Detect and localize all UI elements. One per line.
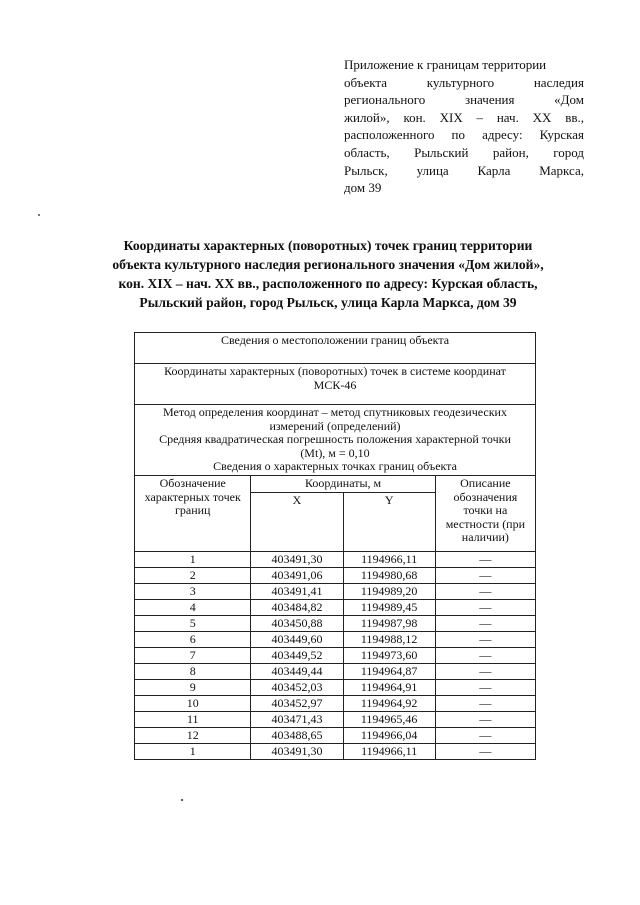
cell-n: 11 (135, 711, 251, 727)
scan-speck (181, 799, 183, 801)
cell-desc: — (435, 727, 535, 743)
annex-line: регионального значения «Дом (344, 92, 584, 108)
cell-x: 403452,03 (251, 679, 343, 695)
cell-y: 1194964,87 (343, 663, 435, 679)
cell-x: 403449,52 (251, 647, 343, 663)
cell-desc: — (435, 631, 535, 647)
cell-x: 403449,44 (251, 663, 343, 679)
cell-y: 1194964,91 (343, 679, 435, 695)
cell-n: 9 (135, 679, 251, 695)
cell-desc: — (435, 679, 535, 695)
annex-line: дом 39 (344, 180, 382, 196)
section-coordinate-system: Координаты характерных (поворотных) точек в системе координат МСК-46 (135, 364, 536, 405)
annex-line: объекта культурного наследия (344, 74, 584, 90)
cell-y: 1194965,46 (343, 711, 435, 727)
cell-n: 8 (135, 663, 251, 679)
cell-desc: — (435, 615, 535, 631)
table-row (135, 711, 536, 727)
cell-n: 7 (135, 647, 251, 663)
cell-y: 1194987,98 (343, 615, 435, 631)
title-line: Координаты характерных (поворотных) точек границ территории (123, 238, 533, 253)
annex-note (344, 56, 584, 197)
cell-x: 403471,43 (251, 711, 343, 727)
cell-desc: — (435, 695, 535, 711)
cell-y: 1194966,04 (343, 727, 435, 743)
cell-x: 403449,60 (251, 631, 343, 647)
section-method (135, 405, 536, 476)
cell-n: 2 (135, 567, 251, 583)
title-line: Рыльский район, город Рыльск, улица Карла Маркса, дом 39 (139, 295, 517, 310)
document-title (98, 236, 558, 312)
cell-x: 403491,30 (251, 743, 343, 759)
table-row (135, 631, 536, 647)
table-row (135, 583, 536, 599)
cell-x: 403484,82 (251, 599, 343, 615)
cell-desc: — (435, 647, 535, 663)
col-header-y: Y (343, 492, 435, 551)
cell-y: 1194988,12 (343, 631, 435, 647)
annex-line: расположенного по адресу: Курская (344, 127, 584, 143)
table-row (135, 743, 536, 759)
cell-y: 1194989,45 (343, 599, 435, 615)
cell-x: 403491,30 (251, 551, 343, 567)
cell-x: 403488,65 (251, 727, 343, 743)
table-row (135, 647, 536, 663)
section-location-info: Сведения о местоположении границ объекта (135, 333, 536, 364)
annex-line: жилой», кон. XIX – нач. XX вв., (344, 109, 584, 125)
cell-n: 1 (135, 743, 251, 759)
title-line: кон. XIX – нач. XX вв., расположенного по адресу: Курская область, (118, 276, 538, 291)
cell-y: 1194966,11 (343, 551, 435, 567)
cell-y: 1194980,68 (343, 567, 435, 583)
col-header-point: Обозначение характерных точек границ (135, 475, 251, 551)
cell-n: 6 (135, 631, 251, 647)
table-row (135, 663, 536, 679)
table-row (135, 551, 536, 567)
col-header-x: X (251, 492, 343, 551)
coordinates-table (134, 332, 536, 760)
method-text: Метод определения координат – метод спутниковых геодезических измерений (определений) (163, 405, 507, 433)
table-row (135, 567, 536, 583)
cell-desc: — (435, 663, 535, 679)
annex-line: Приложение к границам территории (344, 57, 547, 72)
cell-y: 1194973,60 (343, 647, 435, 663)
cell-n: 12 (135, 727, 251, 743)
cell-n: 1 (135, 551, 251, 567)
cell-n: 4 (135, 599, 251, 615)
points-header: Сведения о характерных точках границ объекта (213, 459, 457, 474)
cell-n: 10 (135, 695, 251, 711)
table-row (135, 695, 536, 711)
cell-desc: — (435, 583, 535, 599)
table-row (135, 679, 536, 695)
annex-line: Рыльск, улица Карла Маркса, (344, 162, 584, 178)
cell-desc: — (435, 711, 535, 727)
cell-desc: — (435, 599, 535, 615)
cell-x: 403450,88 (251, 615, 343, 631)
cell-desc: — (435, 567, 535, 583)
table-row (135, 599, 536, 615)
scan-speck (38, 214, 40, 216)
cell-x: 403491,41 (251, 583, 343, 599)
cell-x: 403491,06 (251, 567, 343, 583)
cell-n: 5 (135, 615, 251, 631)
annex-line: область, Рыльский район, город (344, 144, 584, 160)
table-row (135, 727, 536, 743)
table-row (135, 615, 536, 631)
cell-desc: — (435, 743, 535, 759)
col-header-coords: Координаты, м (251, 475, 435, 492)
cell-y: 1194966,11 (343, 743, 435, 759)
cell-x: 403452,97 (251, 695, 343, 711)
cell-n: 3 (135, 583, 251, 599)
table-body (135, 551, 536, 759)
accuracy-text: Средняя квадратическая погрешность положения характерной точки (Mt), м = 0,10 (159, 432, 511, 460)
cell-y: 1194964,92 (343, 695, 435, 711)
col-header-description: Описание обозначения точки на местности (при наличии) (435, 475, 535, 551)
title-line: объекта культурного наследия регионального значения «Дом жилой», (112, 257, 544, 272)
cell-desc: — (435, 551, 535, 567)
cell-y: 1194989,20 (343, 583, 435, 599)
